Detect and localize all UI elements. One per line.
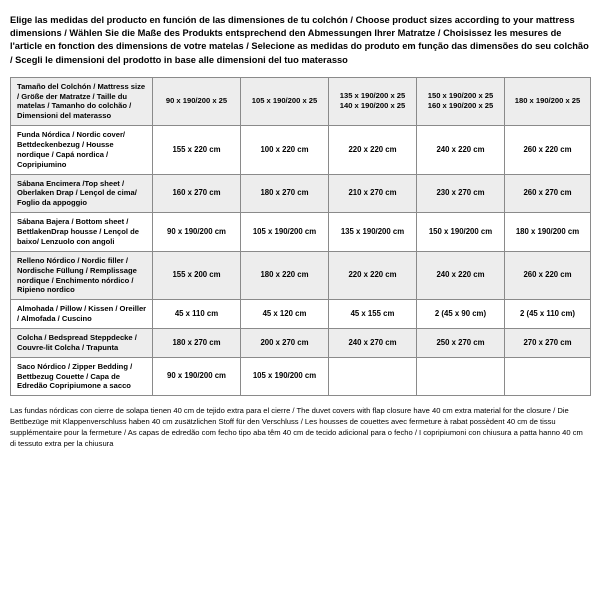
row-cell: 180 x 190/200 cm — [505, 213, 591, 252]
row-cell: 155 x 200 cm — [153, 251, 241, 299]
row-cell: 210 x 270 cm — [329, 174, 417, 213]
table-header-row — [11, 77, 591, 125]
table-row — [11, 251, 591, 299]
column-header-3: 135 x 190/200 x 25 140 x 190/200 x 25 — [329, 77, 417, 125]
row-cell: 250 x 270 cm — [417, 328, 505, 357]
intro-paragraph: Elige las medidas del producto en función de las dimensiones de tu colchón / Choose product sizes according to your mattress dimensions / Wählen Sie die Maße des Produkts entsprechend den Abmessungen Ihrer Matratze / Choisissez les mesures de l'article en fonction des dimensions de votre matelas / Selecione as medidas do produto em função das dimensões do seu colchão / Scegli le dimensioni del prodotto in base alle dimensioni del tuo materasso — [10, 15, 589, 65]
row-cell: 2 (45 x 110 cm) — [505, 300, 591, 329]
row-cell: 105 x 190/200 cm — [241, 357, 329, 396]
row-cell: 220 x 220 cm — [329, 126, 417, 174]
row-cell: 200 x 270 cm — [241, 328, 329, 357]
column-header-1: 90 x 190/200 x 25 — [153, 77, 241, 125]
row-cell: 150 x 190/200 cm — [417, 213, 505, 252]
column-header-4: 150 x 190/200 x 25 160 x 190/200 x 25 — [417, 77, 505, 125]
row-cell: 240 x 220 cm — [417, 126, 505, 174]
table-row — [11, 174, 591, 213]
row-cell: 270 x 270 cm — [505, 328, 591, 357]
column-header-2: 105 x 190/200 x 25 — [241, 77, 329, 125]
row-cell: 220 x 220 cm — [329, 251, 417, 299]
row-label: Funda Nórdica / Nordic cover/ Bettdeckenbezug / Housse nordique / Capá nordica / Copripiumino — [11, 126, 153, 174]
header-row-label: Tamaño del Colchón / Mattress size / Größe der Matratze / Taille du matelas / Tamanho do colchão / Dimensioni del materasso — [11, 77, 153, 125]
table-row — [11, 213, 591, 252]
footer-note: Las fundas nórdicas con cierre de solapa tienen 40 cm de tejido extra para el cierre / The duvet covers with flap closure have 40 cm extra material for the closure / Die Bettbezüge mit Klappenverschluss haben 40 cm zusätzlichen Stoff für den Verschluss / Les housses de couettes avec fermeture à rabat possèdent 40 cm de tissu supplémentaire pour la fermeture / As capas de edredão com fecho tipo aba têm 40 cm de tecido adicional para o fecho / I copripiumoni con chiusura a patta hanno 40 cm di tessuto extra per la chiusura — [10, 406, 583, 449]
row-label: Saco Nórdico / Zipper Bedding / Bettbezug Couette / Capa de Edredão Copripiumone a sacco — [11, 357, 153, 396]
row-cell — [505, 357, 591, 396]
row-cell: 155 x 220 cm — [153, 126, 241, 174]
mattress-size-table — [10, 77, 591, 396]
row-label: Sábana Bajera / Bottom sheet / BettlakenDrap housse / Lençol de baixo/ Lenzuolo con angoli — [11, 213, 153, 252]
row-cell: 180 x 270 cm — [153, 328, 241, 357]
row-cell: 260 x 270 cm — [505, 174, 591, 213]
row-cell: 260 x 220 cm — [505, 251, 591, 299]
row-cell: 260 x 220 cm — [505, 126, 591, 174]
row-label: Colcha / Bedspread Steppdecke / Couvre-lit Colcha / Trapunta — [11, 328, 153, 357]
row-cell: 240 x 220 cm — [417, 251, 505, 299]
row-label: Almohada / Pillow / Kissen / Oreiller / Almofada / Cuscino — [11, 300, 153, 329]
row-cell: 160 x 270 cm — [153, 174, 241, 213]
table-row — [11, 126, 591, 174]
row-label: Sábana Encimera /Top sheet / Oberlaken Drap / Lençol de cima/ Foglio da appoggio — [11, 174, 153, 213]
row-cell: 230 x 270 cm — [417, 174, 505, 213]
row-cell: 45 x 155 cm — [329, 300, 417, 329]
table-row — [11, 357, 591, 396]
row-cell: 2 (45 x 90 cm) — [417, 300, 505, 329]
row-cell: 180 x 270 cm — [241, 174, 329, 213]
row-cell: 135 x 190/200 cm — [329, 213, 417, 252]
row-cell: 105 x 190/200 cm — [241, 213, 329, 252]
row-cell — [329, 357, 417, 396]
table-row — [11, 328, 591, 357]
row-cell — [417, 357, 505, 396]
column-header-5: 180 x 190/200 x 25 — [505, 77, 591, 125]
row-cell: 100 x 220 cm — [241, 126, 329, 174]
row-cell: 240 x 270 cm — [329, 328, 417, 357]
row-cell: 180 x 220 cm — [241, 251, 329, 299]
row-label: Relleno Nórdico / Nordic filler / Nordische Füllung / Remplissage nordique / Enchimento nórdico / Ripieno nordico — [11, 251, 153, 299]
row-cell: 90 x 190/200 cm — [153, 213, 241, 252]
row-cell: 45 x 120 cm — [241, 300, 329, 329]
row-cell: 45 x 110 cm — [153, 300, 241, 329]
table-row — [11, 300, 591, 329]
row-cell: 90 x 190/200 cm — [153, 357, 241, 396]
